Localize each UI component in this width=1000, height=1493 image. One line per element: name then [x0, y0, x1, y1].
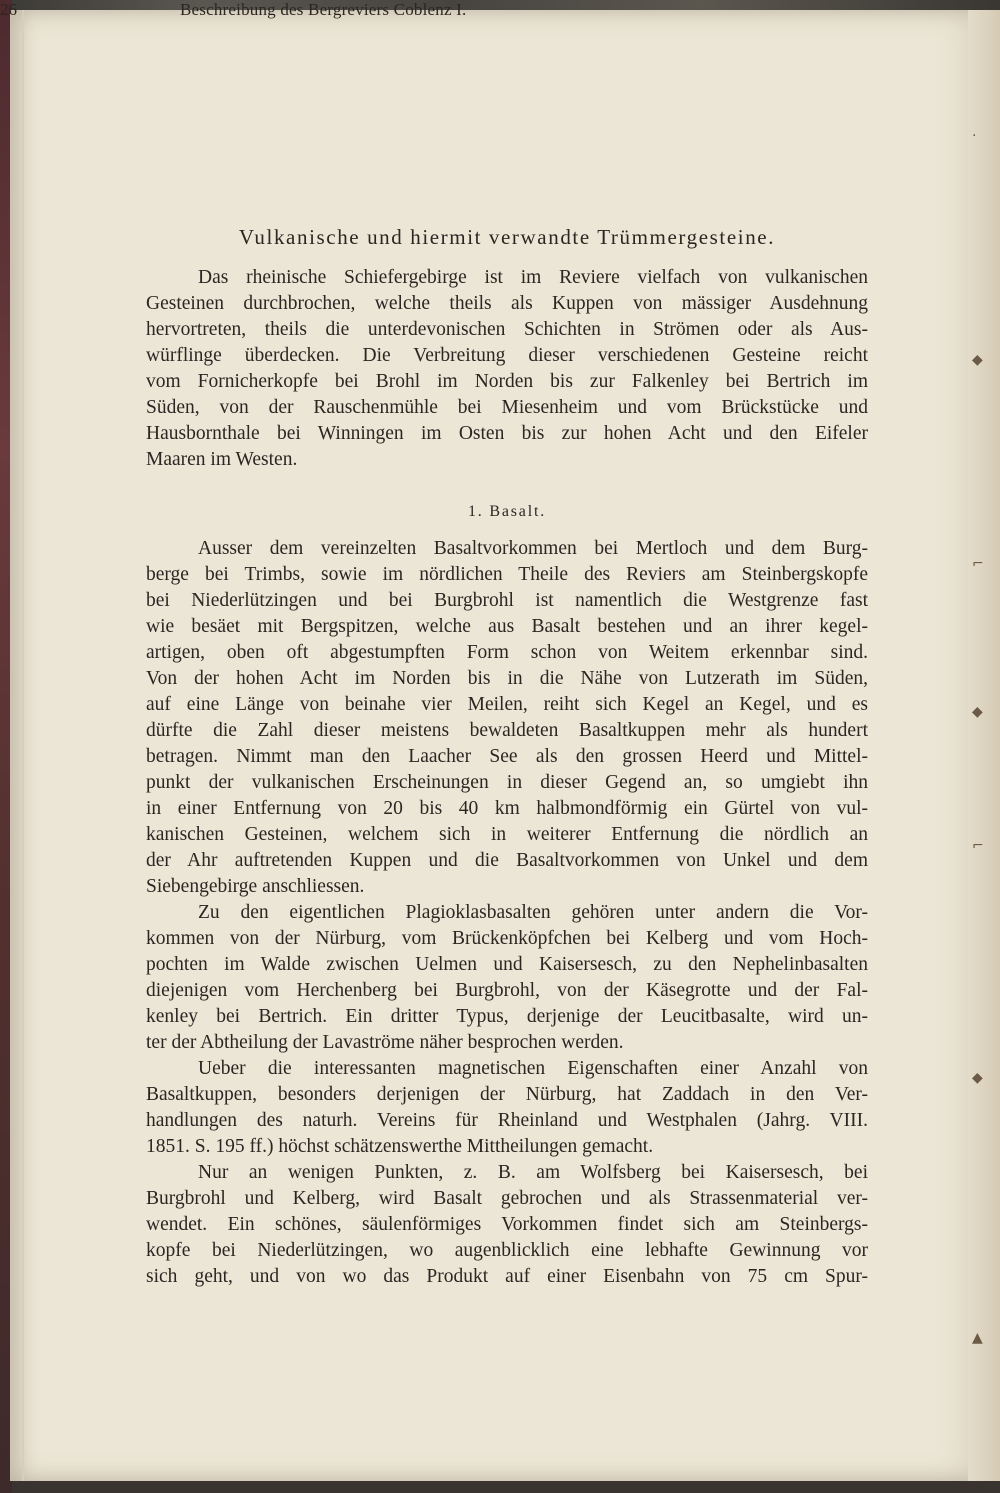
subheading: 1. Basalt.	[468, 503, 546, 520]
margin-speck-icon: ⌐	[972, 838, 984, 854]
text-line: Siebengebirge anschliessen.	[146, 876, 365, 897]
text-line: hervortreten, theils die unterdevonischen Schichten in Strömen oder als Aus-	[146, 319, 868, 340]
text-line: wendet. Ein schönes, säulenförmiges Vorkommen findet sich am Steinbergs-	[146, 1214, 868, 1235]
text-line: in einer Entfernung von 20 bis 40 km halbmondförmig ein Gürtel von vul-	[146, 798, 868, 819]
text-line: berge bei Trimbs, sowie im nördlichen Theile des Reviers am Steinbergskopfe	[146, 564, 868, 585]
text-line: Gesteinen durchbrochen, welche theils als Kuppen von mässiger Ausdehnung	[146, 293, 868, 314]
text-line: betragen. Nimmt man den Laacher See als den grossen Heerd und Mittel-	[146, 746, 868, 767]
text-line: bei Niederlützingen und bei Burgbrohl ist namentlich die Westgrenze fast	[146, 590, 868, 611]
right-page-margin	[968, 10, 1000, 1481]
text-line: 1851. S. 195 ff.) höchst schätzenswerthe Mittheilungen gemacht.	[146, 1136, 654, 1157]
text-line: Süden, von der Rauschenmühle bei Miesenheim und vom Brückstücke und	[146, 397, 868, 418]
page-number: 26	[0, 0, 17, 19]
margin-speck-icon: ⌐	[972, 556, 984, 572]
text-line: Von der hohen Acht im Norden bis in die Nähe von Lutzerath im Süden,	[146, 668, 868, 689]
text-line: kenley bei Bertrich. Ein dritter Typus, derjenige der Leucitbasalte, wird un-	[146, 1006, 868, 1027]
text-line: vom Fornicherkopfe bei Brohl im Norden bis zur Falkenley bei Bertrich im	[146, 371, 868, 392]
margin-speck-icon: ▲	[972, 1330, 983, 1346]
text-line: sich geht, und von wo das Produkt auf einer Eisenbahn von 75 cm Spur-	[146, 1266, 868, 1287]
text-line: pochten im Walde zwischen Uelmen und Kaisersesch, zu den Nephelinbasalten	[146, 954, 868, 975]
section-heading: Vulkanische und hiermit verwandte Trümmergesteine.	[238, 225, 776, 249]
text-line: punkt der vulkanischen Erscheinungen in dieser Gegend an, so umgiebt ihn	[146, 772, 868, 793]
text-line: kanischen Gesteinen, welchem sich in weiterer Entfernung die nördlich an	[146, 824, 868, 845]
running-title: Beschreibung des Bergreviers Coblenz I.	[180, 0, 467, 19]
text-line: Burgbrohl und Kelberg, wird Basalt gebrochen und als Strassenmaterial ver-	[146, 1188, 868, 1209]
text-line: dürfte die Zahl dieser meistens bewaldeten Basaltkuppen mehr als hundert	[146, 720, 868, 741]
text-line: würflinge überdecken. Die Verbreitung dieser verschiedenen Gesteine reicht	[146, 345, 868, 366]
text-line: der Ahr auftretenden Kuppen und die Basaltvorkommen von Unkel und dem	[146, 850, 868, 871]
text-line: auf eine Länge von beinahe vier Meilen, reiht sich Kegel an Kegel, und es	[146, 694, 868, 715]
text-line: Ueber die interessanten magnetischen Eigenschaften einer Anzahl von	[198, 1058, 868, 1079]
text-line: kopfe bei Niederlützingen, wo augenblicklich eine lebhafte Gewinnung vor	[146, 1240, 868, 1261]
margin-speck-icon: ◆	[972, 704, 983, 720]
text-line: handlungen des naturh. Vereins für Rheinland und Westphalen (Jahrg. VIII.	[146, 1110, 868, 1131]
margin-speck-icon: ◆	[972, 352, 983, 368]
text-line: wie besäet mit Bergspitzen, welche aus Basalt bestehen und an ihrer kegel-	[146, 616, 868, 637]
margin-speck-icon: ◆	[972, 1070, 983, 1086]
text-line: Hausbornthale bei Winningen im Osten bis zur hohen Acht und den Eifeler	[146, 423, 868, 444]
text-line: diejenigen vom Herchenberg bei Burgbrohl, von der Käsegrotte und der Fal-	[146, 980, 868, 1001]
text-line: Nur an wenigen Punkten, z. B. am Wolfsberg bei Kaisersesch, bei	[198, 1162, 868, 1183]
text-line: Ausser dem vereinzelten Basaltvorkommen bei Mertloch und dem Burg-	[198, 538, 868, 559]
margin-speck-icon: ·	[972, 128, 977, 144]
text-line: artigen, oben oft abgestumpften Form schon von Weitem erkennbar sind.	[146, 642, 868, 663]
text-line: Zu den eigentlichen Plagioklasbasalten gehören unter andern die Vor-	[198, 902, 868, 923]
text-line: Das rheinische Schiefergebirge ist im Reviere vielfach von vulkanischen	[198, 267, 868, 288]
page-fold-line	[22, 10, 24, 1481]
text-line: kommen von der Nürburg, vom Brückenköpfchen bei Kelberg und vom Hoch-	[146, 928, 868, 949]
text-line: ter der Abtheilung der Lavaströme näher besprochen werden.	[146, 1032, 624, 1053]
text-line: Basaltkuppen, besonders derjenigen der Nürburg, hat Zaddach in den Ver-	[146, 1084, 868, 1105]
text-line: Maaren im Westen.	[146, 449, 298, 470]
